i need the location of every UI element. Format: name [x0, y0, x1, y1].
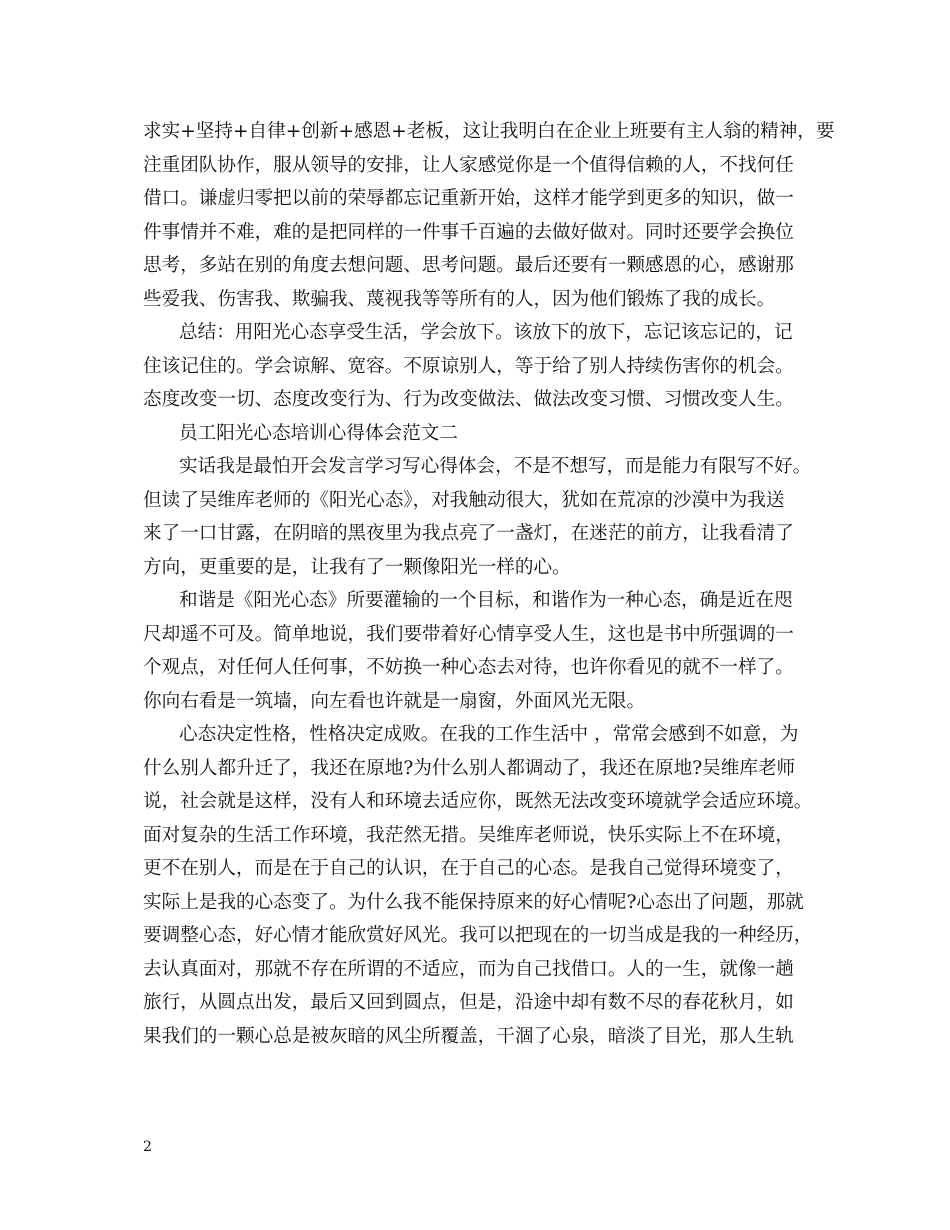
text-line: 但读了吴维库老师的《阳光心态》，对我触动很大，犹如在荒凉的沙漠中为我送	[143, 489, 785, 511]
text-line: 面对复杂的生活工作环境，我茫然无措。吴维库老师说，快乐实际上不在环境，	[143, 824, 794, 846]
page-number: 2	[143, 1139, 152, 1155]
text-line: 件事情并不难，难的是把同样的一件事千百遍的去做好做对。同时还要学会换位	[143, 221, 794, 243]
text-line: 什么别人都升迁了，我还在原地?为什么别人都调动了，我还在原地?吴维库老师	[143, 757, 796, 779]
text-line: 实话我是最怕开会发言学习写心得体会，不是不想写，而是能力有限写不好。	[179, 456, 812, 477]
text-line: 思考，多站在别的角度去想问题、思考问题。最后还要有一颗感恩的心，感谢那	[143, 255, 794, 276]
text-line: 态度改变一切、态度改变行为、行为改变做法、做法改变习惯、习惯改变人生。	[143, 389, 794, 410]
text-line: 去认真面对，那就不存在所谓的不适应，而为自己找借口。人的一生，就像一趟	[143, 958, 794, 980]
text-line: 个观点，对任何人任何事，不妨换一种心态去对待，也许你看见的就不一样了。	[143, 657, 794, 678]
text-line: 员工阳光心态培训心得体会范文二	[179, 422, 458, 444]
text-line: 说，社会就是这样，没有人和环境去适应你，既然无法改变环境就学会适应环境。	[143, 791, 813, 812]
text-line: 和谐是《阳光心态》所要灌输的一个目标，和谐作为一种心态，确是近在咫	[179, 590, 793, 611]
text-line: 旅行，从圆点出发，最后又回到圆点，但是，沿途中却有数不尽的春花秋月，如	[143, 992, 794, 1013]
text-line: 些爱我、伤害我、欺骗我、蔑视我等等所有的人，因为他们锻炼了我的成长。	[143, 288, 776, 310]
text-line: 要调整心态，好心情才能欣赏好风光。我可以把现在的一切当成是我的一种经历，	[143, 925, 813, 946]
text-line: 方向，更重要的是，让我有了一颗像阳光一样的心。	[143, 556, 571, 578]
text-line: 果我们的一颗心总是被灰暗的风尘所覆盖，干涸了心泉，暗淡了目光，那人生轨	[143, 1025, 794, 1047]
text-line: 实际上是我的心态变了。为什么我不能保持原来的好心情呢?心态出了问题，那就	[143, 891, 804, 913]
text-line: 你向右看是一筑墙，向左看也许就是一扇窗，外面风光无限。	[143, 690, 646, 712]
document-body	[143, 118, 835, 1056]
text-line: 借口。谦虚归零把以前的荣辱都忘记重新开始，这样才能学到更多的知识，做一	[143, 188, 794, 209]
text-line: 尺却遥不可及。简单地说，我们要带着好心情享受人生，这也是书中所强调的一	[143, 623, 794, 645]
text-line: 总结：用阳光心态享受生活，学会放下。该放下的放下，忘记该忘记的，记	[179, 322, 793, 343]
text-line: 来了一口甘露，在阴暗的黑夜里为我点亮了一盏灯，在迷茫的前方，让我看清了	[143, 523, 794, 544]
text-line: 注重团队协作，服从领导的安排，让人家感觉你是一个值得信赖的人，不找何任	[143, 154, 794, 176]
text-line: 住该记住的。学会谅解、宽容。不原谅别人，等于给了别人持续伤害你的机会。	[143, 355, 794, 377]
text-line: 求实+坚持+自律+创新+感恩+老板，这让我明白在企业上班要有主人翁的精神，要	[143, 121, 835, 142]
text-line: 心态决定性格，性格决定成败。在我的工作生活中 ，常常会感到不如意，为	[179, 724, 799, 745]
text-line: 更不在别人，而是在于自己的认识，在于自己的心态。是我自己觉得环境变了，	[143, 858, 794, 879]
